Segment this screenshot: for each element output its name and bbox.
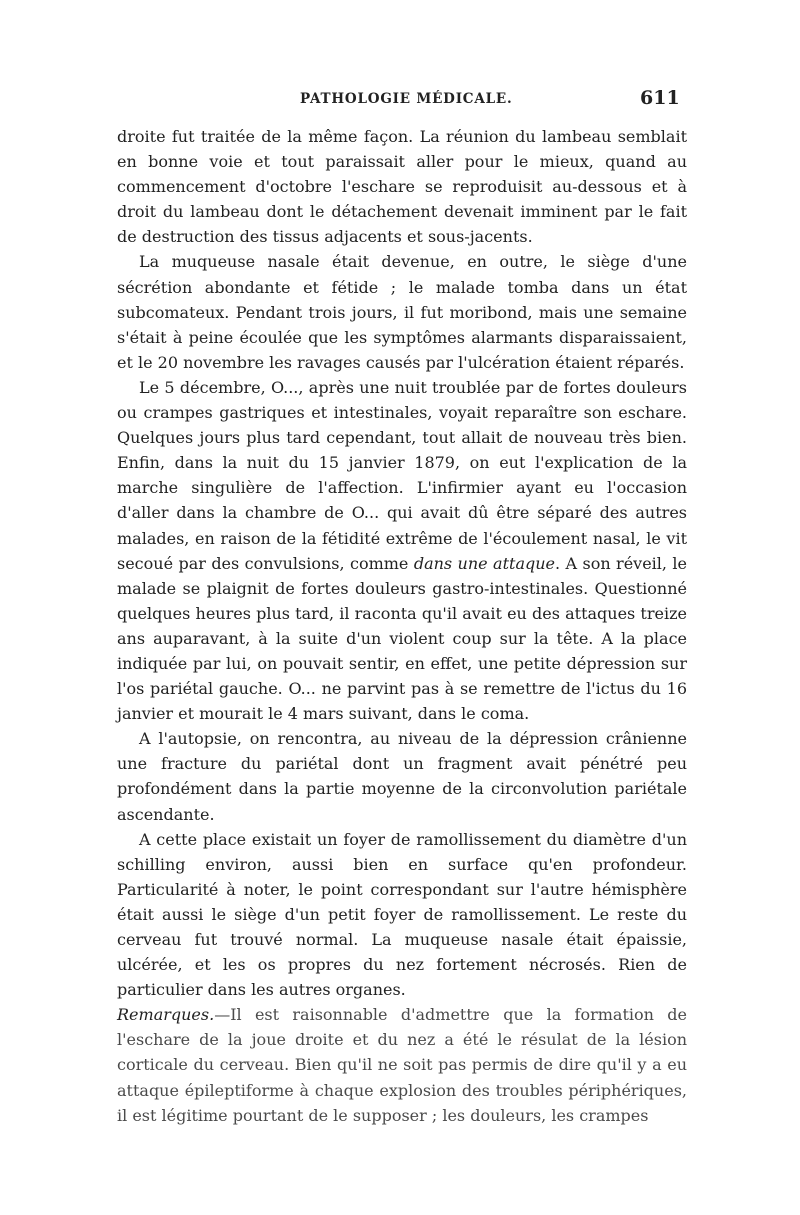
paragraph-6-text: —Il est raisonnable d'admettre que la formation de l'eschare de la joue droite et du nez a été le résulat de la lésion corticale du cerveau. Bien qu'il ne soit pas permis de dire qu'il y a eu attaque épileptiforme à chaque explosion des troubles périphériques, il est légitime pourtant de le supposer ; les douleurs, les crampes xyxy=(117,1005,687,1125)
paragraph-6 xyxy=(117,1002,687,1127)
paragraph-3-text-after: . A son réveil, le malade se plaignit de fortes douleurs gastro-intestinales. Questionné quelques heures plus tard, il raconta qu'il avait eu des attaques treize ans auparavant, à la suite d'un violent coup sur la tête. A la place indiquée par lui, on pouvait sentir, en effet, une petite dépression sur l'os pariétal gauche. O... ne parvint pas à se remettre de l'ictus du 16 janvier et mourait le 4 mars suivant, dans le coma. xyxy=(117,553,687,724)
page-number: 611 xyxy=(640,87,680,109)
paragraph-4: A l'autopsie, on rencontra, au niveau de la dépression crânienne une fracture du pariétal dont un fragment avait pénétré peu profondément dans la partie moyenne de la circonvolution pariétale ascendante. xyxy=(117,729,687,824)
paragraph-3-italic-phrase: dans une attaque xyxy=(413,553,555,573)
paragraph-1: droite fut traitée de la même façon. La réunion du lambeau semblait en bonne voie et tout paraissait aller pour le mieux, quand au commencement d'octobre l'eschare se reproduisit au-dessous et à droit du lambeau dont le détachement devenait imminent par le fait de destruction des tissus adjacents et sous-jacents. xyxy=(117,127,687,247)
paragraph-3 xyxy=(117,375,687,726)
paragraph-5: A cette place existait un foyer de ramollissement du diamètre d'un schilling environ, aussi bien en surface qu'en profondeur. Particularité à noter, le point correspondant sur l'autre hémisphère était aussi le siège d'un petit foyer de ramollissement. Le reste du cerveau fut trouvé normal. La muqueuse nasale était épaissie, ulcérée, et les os propres du nez fortement nécrosés. Rien de particulier dans les autres organes. xyxy=(117,829,687,1000)
paragraph-3-text-before: Le 5 décembre, O..., après une nuit troublée par de fortes douleurs ou crampes gastriques et intestinales, voyait reparaître son eschare. Quelques jours plus tard cependant, tout allait de nouveau très bien. Enfin, dans la nuit du 15 janvier 1879, on eut l'explication de la marche singulière de l'affection. L'infirmier ayant eu l'occasion d'aller dans la chambre de O... qui avait dû être séparé des autres malades, en raison de la fétidité extrême de l'écoulement nasal, le vit secoué par des convulsions, comme xyxy=(117,377,687,573)
running-title: PATHOLOGIE MÉDICALE. xyxy=(300,91,513,107)
body-text xyxy=(117,124,687,1128)
running-head xyxy=(0,89,800,119)
paragraph-2: La muqueuse nasale était devenue, en outre, le siège d'une sécrétion abondante et fétide ; le malade tomba dans un état subcomateux. Pendant trois jours, il fut moribond, mais une semaine s'était à peine écoulée que les symptômes alarmants disparaissaient, et le 20 novembre les ravages causés par l'ulcération étaient réparés. xyxy=(117,252,687,372)
remarks-heading: Remarques. xyxy=(117,1005,215,1025)
